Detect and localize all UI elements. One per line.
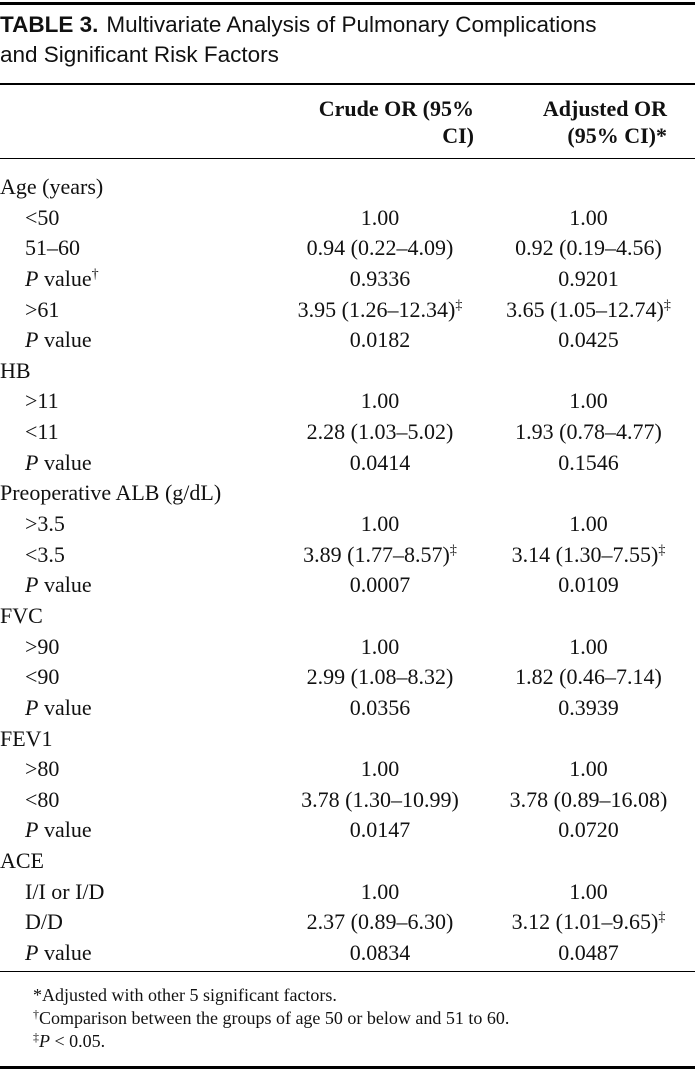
crude-or-cell (280, 386, 480, 417)
crude-or-cell-value: 1.00 (360, 511, 400, 537)
adjusted-or-cell (482, 264, 695, 295)
row-label-text: >61 (25, 296, 60, 322)
adjusted-or-cell-value: 0.0720 (558, 817, 619, 843)
row-label (25, 662, 59, 693)
table-row (0, 509, 695, 540)
adjusted-or-cell-value: 0.1546 (558, 449, 619, 475)
crude-or-cell (280, 325, 480, 356)
crude-or-cell-value: 2.28 (1.03–5.02) (306, 419, 454, 445)
row-label-text: value (43, 694, 92, 720)
adjusted-or-cell-value: 3.12 (1.01–9.65) (511, 909, 659, 935)
row-label (25, 203, 59, 234)
row-label (25, 325, 92, 356)
adjusted-or-cell-value: 1.00 (569, 204, 608, 230)
table-row (0, 203, 695, 234)
adjusted-or-cell-value: 1.00 (569, 511, 608, 537)
p-symbol: P (25, 572, 39, 598)
crude-or-cell-value: 3.95 (1.26–12.34) (297, 296, 456, 322)
adjusted-or-cell (482, 938, 695, 969)
crude-or-cell-value: 3.89 (1.77–8.57) (303, 541, 450, 567)
p-symbol: P (25, 940, 39, 966)
row-label-text: 51–60 (25, 235, 80, 261)
crude-or-cell-value: 1.00 (360, 878, 400, 904)
adjusted-or-cell-value: 0.92 (0.19–4.56) (515, 235, 662, 261)
table-row (0, 846, 695, 877)
row-label-text: HB (0, 357, 31, 383)
table-row (0, 938, 695, 969)
adjusted-or-cell (482, 693, 695, 724)
row-label-text: value (43, 817, 92, 843)
table-row (0, 478, 695, 509)
adjusted-or-cell-value: 0.0425 (558, 327, 619, 353)
col-header-crude-line2: CI) (442, 123, 474, 148)
row-label (0, 478, 221, 509)
row-label (0, 356, 31, 387)
footnote (33, 1030, 509, 1053)
row-label (25, 264, 99, 295)
table-row (0, 693, 695, 724)
row-label-text: >80 (25, 756, 60, 782)
table-row (0, 570, 695, 601)
row-label (25, 295, 59, 326)
row-label-text: >90 (25, 633, 60, 659)
crude-or-cell-value: 1.00 (360, 388, 400, 414)
adjusted-or-cell (482, 815, 695, 846)
table-row (0, 785, 695, 816)
table-row (0, 632, 695, 663)
adjusted-or-cell (482, 325, 695, 356)
crude-or-cell (280, 540, 480, 571)
crude-or-cell-value: 0.9336 (349, 265, 411, 291)
table-row (0, 601, 695, 632)
row-label-text: >11 (25, 388, 59, 414)
p-symbol: P (25, 817, 39, 843)
row-label-text: D/D (25, 909, 63, 935)
row-label-text: <90 (25, 664, 60, 690)
crude-or-cell (280, 632, 480, 663)
crude-or-cell-value: 0.94 (0.22–4.09) (306, 235, 454, 261)
table-row (0, 264, 695, 295)
p-symbol: P (39, 1031, 50, 1051)
crude-or-cell-value: 1.00 (360, 633, 400, 659)
p-symbol: P (25, 449, 39, 475)
crude-or-cell (280, 662, 480, 693)
adjusted-or-cell (482, 662, 695, 693)
table-row (0, 172, 695, 203)
col-header-adjusted-line1: Adjusted OR (542, 96, 667, 121)
table-row (0, 815, 695, 846)
crude-or-cell-value: 0.0414 (349, 449, 411, 475)
adjusted-or-cell (482, 386, 695, 417)
row-label-text: <3.5 (25, 541, 65, 567)
adjusted-or-cell (482, 907, 695, 938)
row-label (25, 877, 104, 908)
crude-or-cell-value: 1.00 (360, 204, 400, 230)
adjusted-or-cell (482, 203, 695, 234)
footnote-mark: † (91, 266, 99, 282)
table-row (0, 907, 695, 938)
adjusted-or-cell-value: 1.00 (569, 388, 608, 414)
adjusted-or-cell (482, 509, 695, 540)
table-row (0, 386, 695, 417)
row-label (25, 815, 92, 846)
bottom-rule (0, 1066, 695, 1069)
crude-or-cell-value: 0.0834 (349, 940, 411, 966)
header-bottom-rule (0, 158, 695, 159)
footnote-mark: ‡ (455, 297, 463, 313)
row-label (0, 601, 43, 632)
adjusted-or-cell-value: 1.00 (569, 878, 608, 904)
caption-line-1: Multivariate Analysis of Pulmonary Complications (106, 12, 597, 37)
p-symbol: P (25, 694, 39, 720)
crude-or-cell-value: 3.78 (1.30–10.99) (301, 786, 459, 812)
crude-or-cell-value: 2.37 (0.89–6.30) (306, 909, 454, 935)
adjusted-or-cell-value: 3.65 (1.05–12.74) (506, 296, 664, 322)
crude-or-cell-value: 1.00 (360, 756, 400, 782)
crude-or-cell-value: 0.0356 (349, 694, 411, 720)
adjusted-or-cell-value: 3.78 (0.89–16.08) (509, 786, 668, 812)
crude-or-cell (280, 938, 480, 969)
row-label (25, 754, 59, 785)
row-label-text: <50 (25, 204, 60, 230)
row-label (25, 233, 80, 264)
row-label (25, 907, 63, 938)
adjusted-or-cell-value: 3.14 (1.30–7.55) (511, 541, 659, 567)
crude-or-cell (280, 448, 480, 479)
crude-or-cell (280, 295, 480, 326)
top-rule (0, 2, 695, 5)
adjusted-or-cell (482, 632, 695, 663)
table-row (0, 325, 695, 356)
table-row (0, 724, 695, 755)
row-label-text: ACE (0, 848, 44, 874)
row-label (25, 386, 59, 417)
row-label (25, 632, 59, 663)
crude-or-cell (280, 754, 480, 785)
crude-or-cell (280, 907, 480, 938)
footnote (33, 1007, 509, 1030)
adjusted-or-cell-value: 1.93 (0.78–4.77) (515, 419, 662, 445)
row-label-text: >3.5 (25, 511, 65, 537)
row-label-text: value (43, 327, 92, 353)
crude-or-cell-value: 0.0182 (349, 327, 411, 353)
col-header-adjusted-line2: (95% CI)* (567, 123, 667, 148)
table-row (0, 356, 695, 387)
row-label (25, 938, 92, 969)
table-footnotes (33, 984, 509, 1053)
footnote-mark: ‡ (658, 910, 666, 926)
row-label (25, 417, 59, 448)
crude-or-cell (280, 264, 480, 295)
row-label (25, 785, 59, 816)
table-caption (0, 10, 690, 70)
footnote-mark: † (33, 1007, 39, 1021)
row-label-text: <11 (25, 419, 59, 445)
table-row (0, 417, 695, 448)
table-row (0, 295, 695, 326)
adjusted-or-cell-value: 0.0487 (558, 940, 619, 966)
crude-or-cell (280, 417, 480, 448)
row-label-text: FVC (0, 602, 43, 628)
table-row (0, 662, 695, 693)
adjusted-or-cell-value: 1.82 (0.46–7.14) (515, 664, 662, 690)
row-label (0, 172, 103, 203)
row-label-text: value (43, 572, 92, 598)
row-label-text: value (43, 449, 92, 475)
crude-or-cell (280, 693, 480, 724)
p-symbol: P (25, 265, 39, 291)
crude-or-cell (280, 509, 480, 540)
header-top-rule (0, 83, 695, 85)
adjusted-or-cell (482, 540, 695, 571)
adjusted-or-cell (482, 877, 695, 908)
adjusted-or-cell (482, 754, 695, 785)
footnote-mark: ‡ (658, 542, 666, 558)
row-label (25, 509, 65, 540)
crude-or-cell (280, 815, 480, 846)
footnote (33, 984, 509, 1007)
body-bottom-rule (0, 971, 695, 972)
adjusted-or-cell (482, 417, 695, 448)
row-label-text: Age (years) (0, 174, 104, 199)
col-header-crude-or (255, 95, 474, 149)
crude-or-cell (280, 233, 480, 264)
crude-or-cell (280, 877, 480, 908)
crude-or-cell-value: 0.0007 (349, 572, 411, 598)
row-label-text: <80 (25, 786, 60, 812)
table-row (0, 540, 695, 571)
footnote-mark: ‡ (449, 542, 457, 558)
footnote-text: Comparison between the groups of age 50 or below and 51 to 60. (39, 1008, 510, 1028)
adjusted-or-cell (482, 570, 695, 601)
adjusted-or-cell (482, 233, 695, 264)
crude-or-cell (280, 203, 480, 234)
adjusted-or-cell-value: 0.9201 (558, 265, 619, 291)
row-label-text: FEV1 (0, 725, 53, 751)
row-label-text: value (43, 940, 92, 966)
row-label (25, 448, 92, 479)
crude-or-cell (280, 785, 480, 816)
adjusted-or-cell-value: 0.3939 (558, 694, 619, 720)
adjusted-or-cell (482, 448, 695, 479)
caption-line-2: and Significant Risk Factors (0, 42, 279, 67)
row-label (25, 693, 92, 724)
adjusted-or-cell-value: 1.00 (569, 756, 608, 782)
adjusted-or-cell (482, 295, 695, 326)
row-label-text: Preoperative ALB (g/dL) (0, 480, 222, 506)
crude-or-cell-value: 0.0147 (349, 817, 411, 843)
table-row (0, 448, 695, 479)
adjusted-or-cell-value: 0.0109 (558, 572, 619, 598)
table-body (0, 172, 695, 969)
crude-or-cell (280, 570, 480, 601)
footnote-text: *Adjusted with other 5 significant factors. (33, 985, 337, 1005)
row-label (0, 846, 44, 877)
table-label: TABLE 3. (0, 12, 99, 37)
row-label (25, 570, 92, 601)
col-header-crude-line1: Crude OR (95% (318, 96, 474, 121)
adjusted-or-cell (482, 785, 695, 816)
row-label (0, 724, 53, 755)
table-row (0, 754, 695, 785)
col-header-adjusted-or (475, 95, 667, 149)
row-label-text: I/I or I/D (25, 878, 105, 904)
adjusted-or-cell-value: 1.00 (569, 633, 608, 659)
footnote-mark: ‡ (33, 1030, 39, 1044)
row-label-text: value (43, 265, 92, 291)
table-row (0, 877, 695, 908)
row-label (25, 540, 65, 571)
footnote-text: < 0.05. (50, 1031, 106, 1051)
table-row (0, 233, 695, 264)
footnote-mark: ‡ (663, 297, 671, 313)
p-symbol: P (25, 327, 39, 353)
crude-or-cell-value: 2.99 (1.08–8.32) (306, 664, 454, 690)
